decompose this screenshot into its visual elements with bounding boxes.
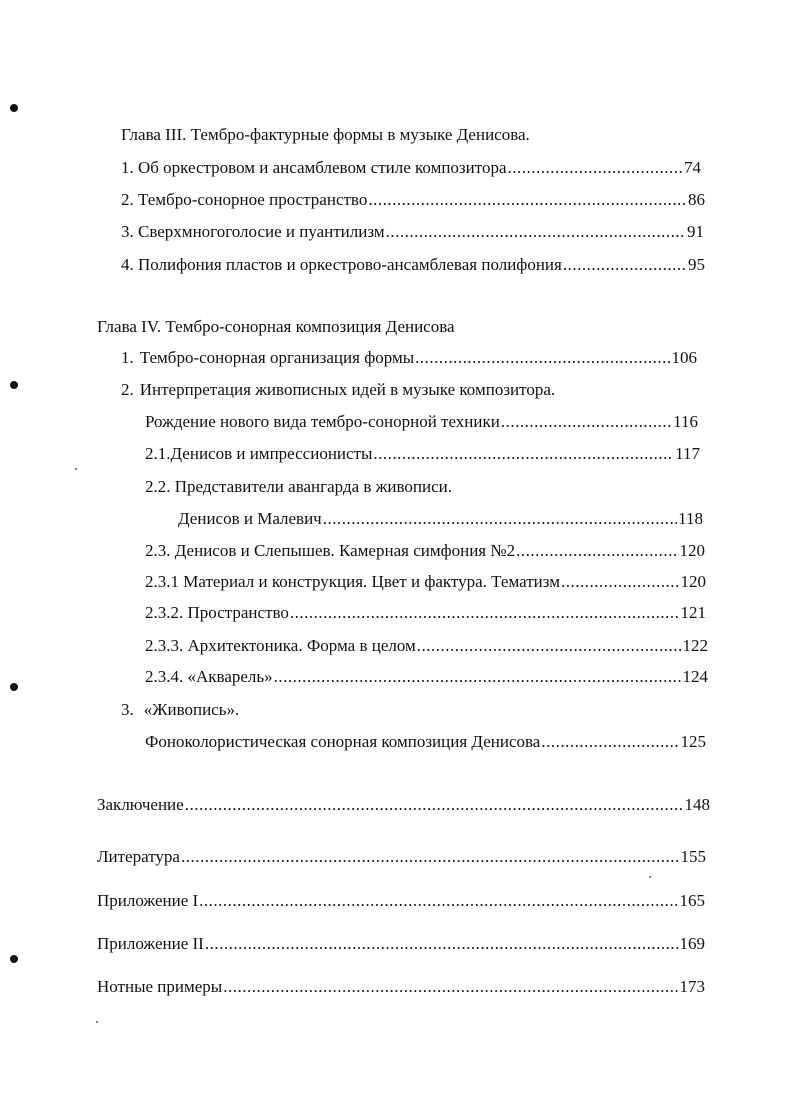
toc-leader bbox=[323, 508, 677, 530]
toc-entry-text: 1. Об оркестровом и ансамблевом стиле композитора bbox=[121, 158, 507, 177]
toc-entry bbox=[97, 933, 705, 955]
toc-entry-text: 2.3.3. Архитектоника. Форма в целом bbox=[145, 636, 416, 655]
toc-entry-page: 74 bbox=[684, 158, 701, 177]
toc-leader bbox=[205, 933, 679, 955]
toc-entry-first-line: 2.2. Представители авангарда в живописи. bbox=[145, 477, 453, 496]
toc-leader bbox=[373, 443, 674, 465]
toc-entry bbox=[121, 157, 701, 179]
toc-leader bbox=[274, 666, 682, 688]
toc-entry bbox=[97, 890, 705, 912]
toc-entry bbox=[121, 347, 697, 369]
toc-entry bbox=[145, 731, 706, 753]
toc-entry bbox=[97, 794, 710, 816]
toc-entry-text: Рождение нового вида тембро-сонорной техники bbox=[145, 412, 500, 431]
toc-entry-text: Приложение II bbox=[97, 934, 204, 953]
toc-entry-text: 2.3.4. «Акварель» bbox=[145, 667, 273, 686]
toc-entry-page: 169 bbox=[679, 934, 705, 953]
toc-entry-text: Заключение bbox=[97, 795, 184, 814]
toc-entry bbox=[121, 254, 705, 276]
toc-entry-first-line bbox=[121, 699, 239, 721]
toc-entry-text: «Живопись». bbox=[143, 700, 240, 719]
chapter4-title: Глава IV. Тембро-сонорная композиция Денисова bbox=[97, 317, 455, 336]
toc-entry bbox=[97, 976, 705, 998]
toc-entry-page: 173 bbox=[679, 977, 705, 996]
toc-entry bbox=[121, 221, 704, 243]
toc-leader bbox=[199, 890, 678, 912]
toc-entry-text: Нотные примеры bbox=[97, 977, 223, 996]
toc-entry-page: 106 bbox=[671, 348, 697, 367]
toc-entry-text: Интерпретация живописных идей в музыке композитора. bbox=[139, 380, 556, 399]
toc-entry-text: 2.3. Денисов и Слепышев. Камерная симфония №2 bbox=[145, 541, 516, 560]
toc-entry-page: 116 bbox=[673, 412, 698, 431]
toc-entry-text: 2. Тембро-сонорное пространство bbox=[121, 190, 368, 209]
punch-hole-mark bbox=[10, 381, 18, 389]
toc-entry-page: 118 bbox=[678, 509, 703, 528]
toc-entry-text: 4. Полифония пластов и оркестрово-ансамблевая полифония bbox=[121, 255, 562, 274]
toc-entry-text: Фоноколористическая сонорная композиция Денисова bbox=[145, 732, 541, 751]
toc-leader bbox=[563, 254, 687, 276]
toc-entry-page: 121 bbox=[680, 603, 706, 622]
toc-entry bbox=[178, 508, 703, 530]
toc-leader bbox=[561, 571, 680, 593]
toc-leader bbox=[417, 635, 682, 657]
toc-entry-first-line bbox=[121, 379, 555, 401]
toc-entry-text: 2.3.2. Пространство bbox=[145, 603, 289, 622]
toc-entry-number: 2. bbox=[121, 380, 134, 399]
toc-entry bbox=[145, 540, 705, 562]
toc-entry bbox=[145, 602, 706, 624]
toc-leader bbox=[368, 189, 687, 211]
punch-hole-mark bbox=[10, 683, 18, 691]
toc-leader bbox=[181, 846, 680, 868]
toc-entry-text: Денисов и Малевич bbox=[178, 509, 322, 528]
toc-entry-text: Тембро-сонорная организация формы bbox=[139, 348, 415, 367]
scan-speck bbox=[96, 1021, 98, 1023]
toc-entry-text: Приложение I bbox=[97, 891, 199, 910]
toc-entry bbox=[145, 635, 708, 657]
toc-entry-page: 125 bbox=[680, 732, 706, 751]
toc-entry-number: 1. bbox=[121, 348, 134, 367]
toc-leader bbox=[185, 794, 684, 816]
toc-entry-page: 117 bbox=[675, 444, 700, 463]
toc-entry-text: 2.3.1 Материал и конструкция. Цвет и фактура. Тематизм bbox=[145, 572, 560, 591]
toc-entry-page: 122 bbox=[682, 636, 708, 655]
toc-leader bbox=[501, 411, 672, 433]
toc-entry bbox=[121, 189, 705, 211]
toc-entry bbox=[145, 443, 700, 465]
toc-entry-page: 124 bbox=[682, 667, 708, 686]
toc-entry bbox=[145, 571, 706, 593]
punch-hole-mark bbox=[10, 104, 18, 112]
toc-entry-page: 165 bbox=[679, 891, 705, 910]
toc-entry-page: 120 bbox=[679, 541, 705, 560]
toc-entry-page: 95 bbox=[688, 255, 705, 274]
toc-leader bbox=[516, 540, 678, 562]
toc-leader bbox=[508, 157, 684, 179]
scan-speck bbox=[649, 876, 651, 878]
toc-entry-text: 2.1.Денисов и импрессионисты bbox=[145, 444, 373, 463]
toc-entry-page: 120 bbox=[680, 572, 706, 591]
toc-leader bbox=[223, 976, 678, 998]
punch-hole-mark bbox=[10, 955, 18, 963]
toc-leader bbox=[541, 731, 679, 753]
toc-leader bbox=[290, 602, 680, 624]
toc-entry-page: 155 bbox=[680, 847, 706, 866]
toc-entry-page: 91 bbox=[687, 222, 704, 241]
toc-entry-text: 3. Сверхмногоголосие и пуантилизм bbox=[121, 222, 385, 241]
toc-entry-page: 86 bbox=[688, 190, 705, 209]
toc-leader bbox=[415, 347, 670, 369]
toc-entry bbox=[145, 411, 698, 433]
scan-speck bbox=[75, 468, 77, 470]
toc-entry bbox=[145, 666, 708, 688]
toc-entry bbox=[97, 846, 706, 868]
toc-leader bbox=[386, 221, 686, 243]
toc-entry-text: Литература bbox=[97, 847, 180, 866]
chapter3-title: Глава III. Тембро-фактурные формы в музыке Денисова. bbox=[121, 125, 530, 144]
toc-entry-number: 3. bbox=[121, 700, 134, 719]
toc-entry-page: 148 bbox=[684, 795, 710, 814]
